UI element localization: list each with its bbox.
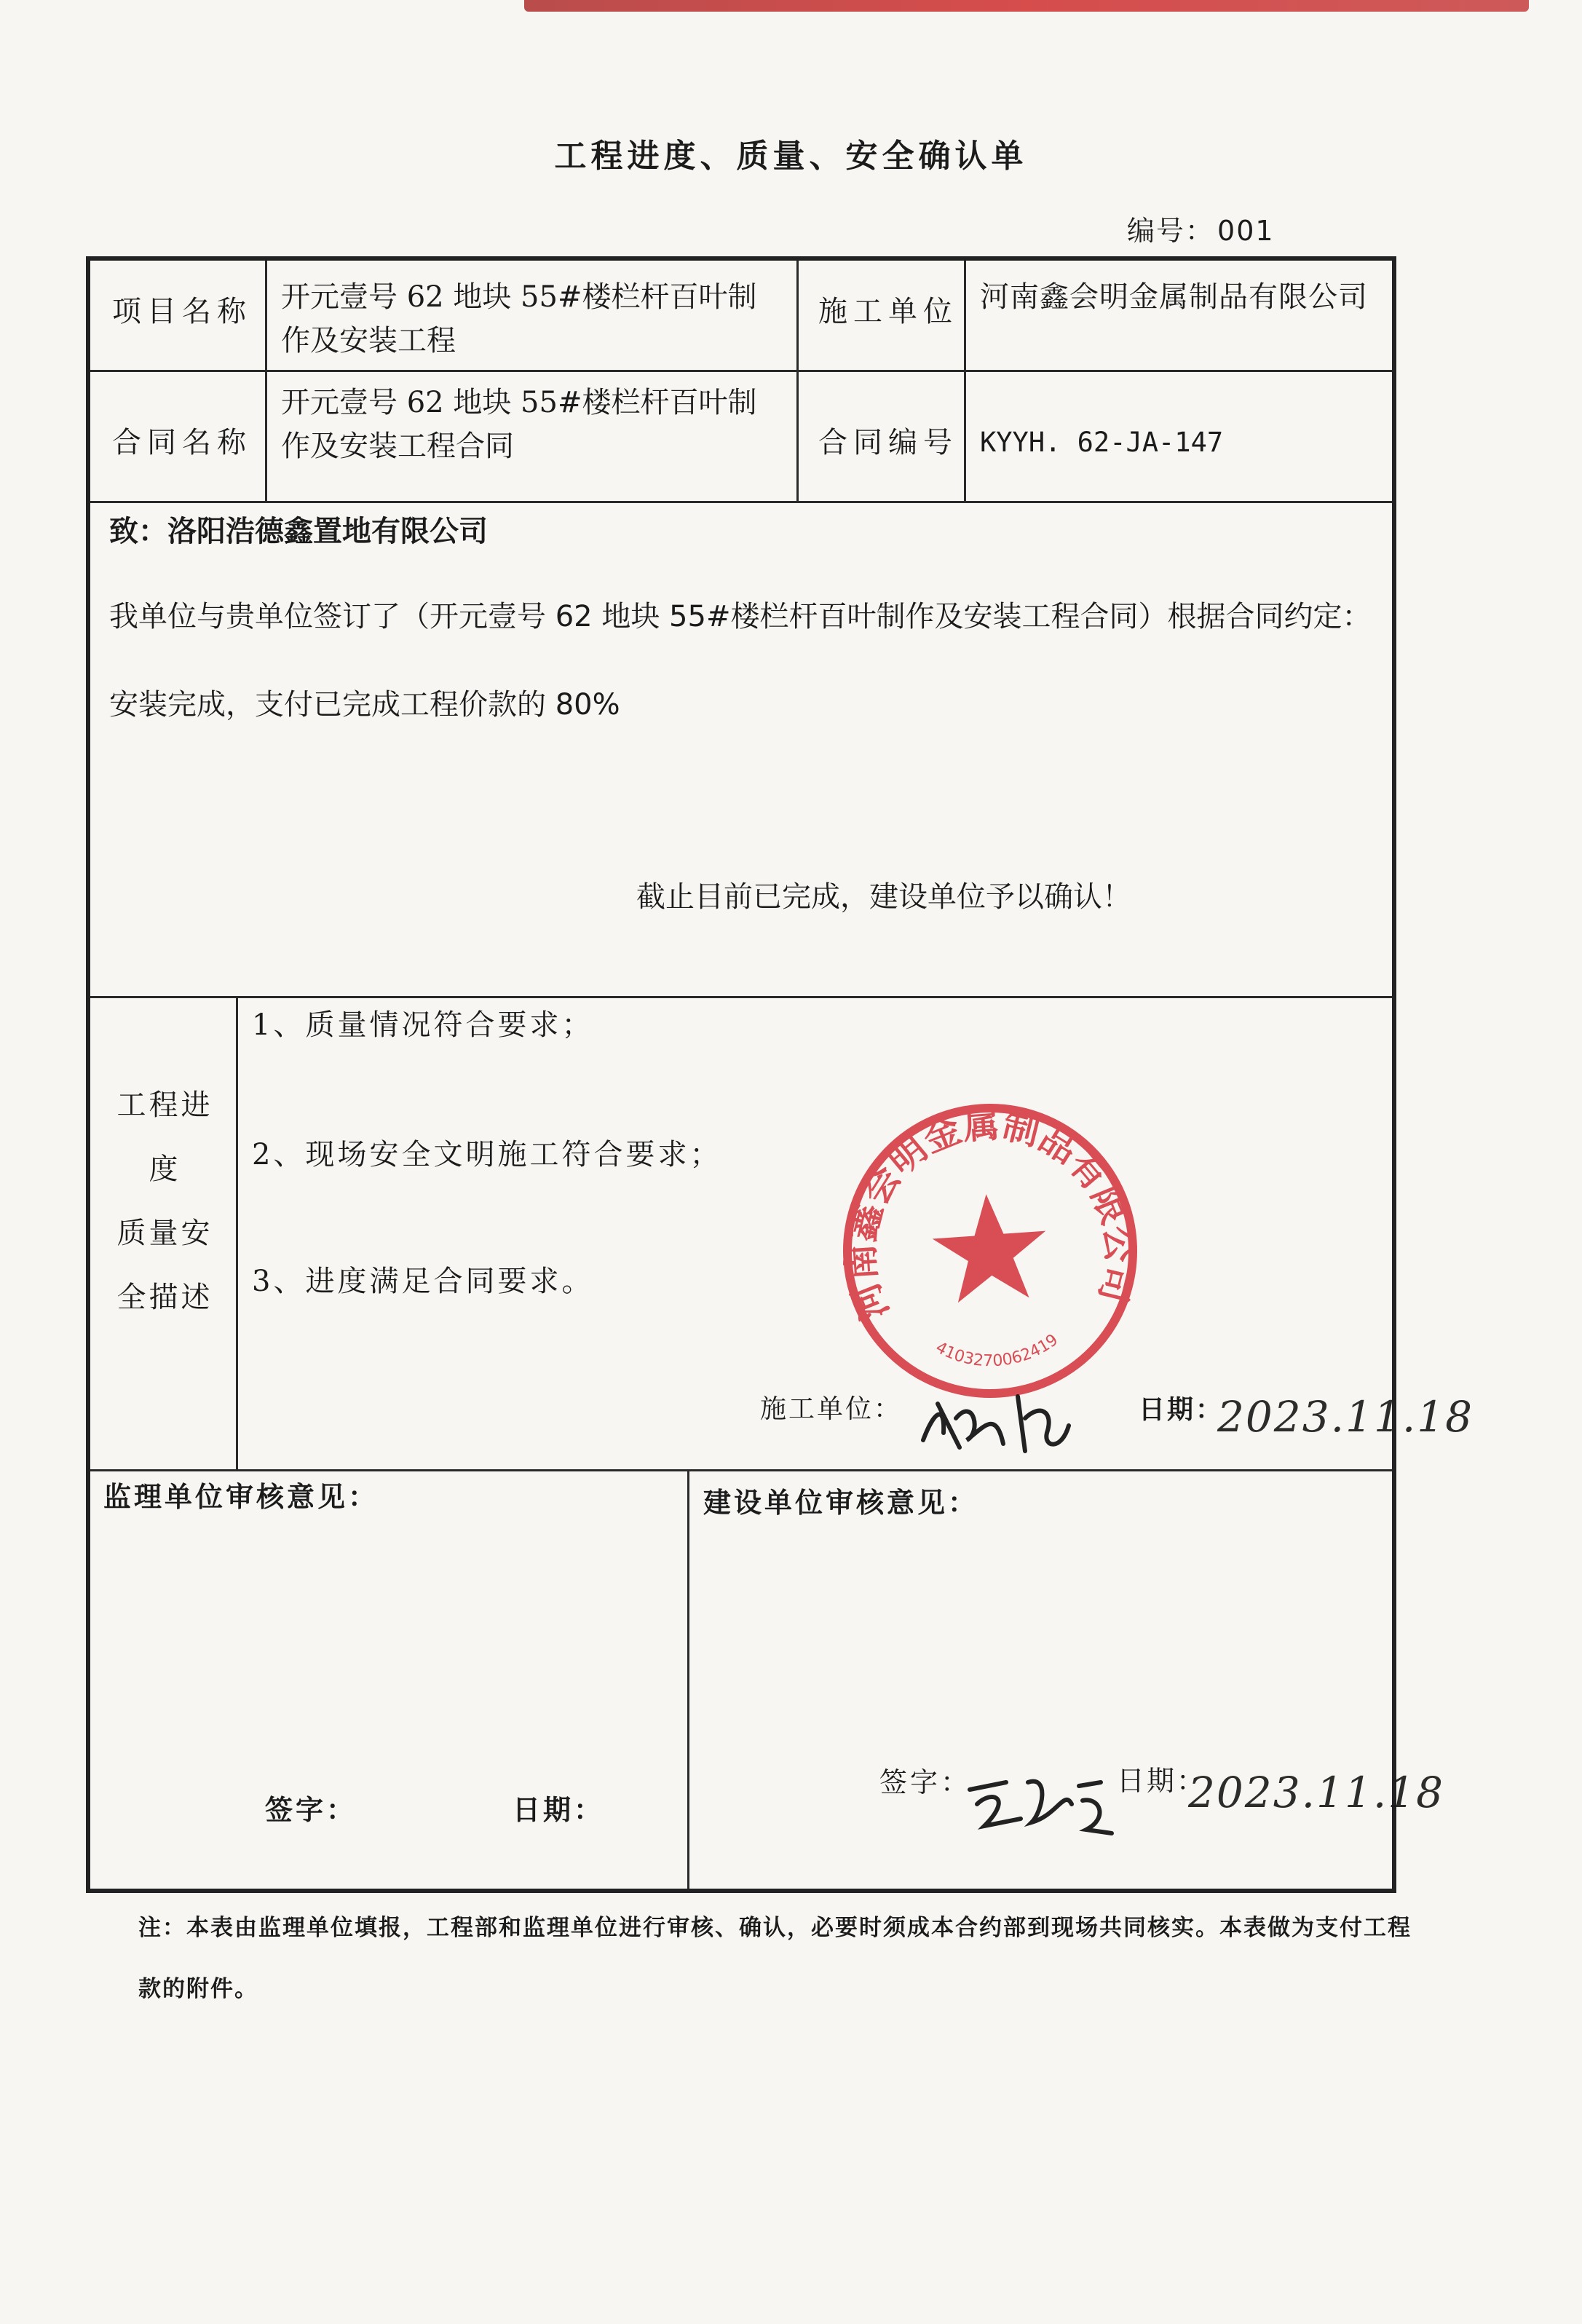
description-label-line: 度 (149, 1153, 181, 1186)
seal-star-icon (930, 1190, 1051, 1305)
row-divider (90, 996, 1392, 998)
contract-no-label: 合同编号 (818, 426, 958, 459)
col-divider (265, 261, 267, 501)
contractor-label: 施工单位 (818, 295, 958, 328)
owner-date-label: 日期： (1117, 1765, 1207, 1797)
confirmation-text: 截止目前已完成，建设单位予以确认！ (636, 880, 1131, 914)
serial-label: 编号： (1127, 215, 1215, 247)
contractor-date-handwritten: 2023.11.18 (1217, 1392, 1474, 1442)
description-label-line: 工程进 (116, 1088, 213, 1122)
project-name-value: 开元壹号 62 地块 55#楼栏杆百叶制作及安装工程 (281, 280, 757, 357)
col-divider (687, 1469, 689, 1889)
contractor-sign-label: 施工单位： (760, 1394, 903, 1424)
row-divider (90, 501, 1392, 503)
col-divider (796, 261, 799, 501)
payment-terms: 安装完成，支付已完成工程价款的 80% (109, 688, 620, 722)
description-item: 1、质量情况符合要求； (252, 1008, 594, 1042)
description-date-label: 日期： (1139, 1394, 1225, 1425)
serial-value: 001 (1217, 215, 1275, 247)
contractor-value: 河南鑫会明金属制品有限公司 (980, 280, 1368, 314)
seal-company-text: 河南鑫会明金属制品有限公司 (839, 1102, 1142, 1327)
contract-name-label: 合同名称 (112, 426, 252, 459)
description-label-line: 全描述 (116, 1281, 213, 1314)
owner-review-title: 建设单位审核意见： (703, 1486, 979, 1519)
document-title: 工程进度、质量、安全确认单 (554, 138, 1028, 175)
company-seal (827, 1088, 1153, 1414)
top-red-edge (524, 0, 1529, 12)
project-name-label: 项目名称 (112, 295, 252, 328)
contract-name-value: 开元壹号 62 地块 55#楼栏杆百叶制作及安装工程合同 (281, 386, 757, 463)
letter-recipient: 致：洛阳浩德鑫置地有限公司 (109, 515, 488, 548)
owner-signature (962, 1760, 1115, 1841)
description-label (98, 1073, 232, 1329)
supervisor-sign-label: 签字： (265, 1793, 357, 1826)
description-label-line: 质量安 (116, 1217, 213, 1250)
supervisor-date-label: 日期： (513, 1793, 605, 1826)
serial-number (1127, 208, 1275, 248)
owner-sign-label: 签字： (879, 1766, 972, 1798)
svg-text:4103270062419 (931, 1330, 1063, 1375)
row-divider (90, 1469, 1392, 1471)
contract-no-value: KYYH. 62-JA-147 (980, 427, 1224, 458)
supervisor-review-title: 监理单位审核意见： (103, 1480, 379, 1513)
footnote: 注：本表由监理单位填报，工程部和监理单位进行审核、确认，必要时须成本合约部到现场共同核实。本表做为支付工程款的附件。 (138, 1915, 1412, 2002)
seal-code-text: 4103270062419 (932, 1330, 1062, 1371)
col-divider (964, 261, 966, 501)
description-item: 3、进度满足合同要求。 (252, 1265, 594, 1298)
owner-date-handwritten: 2023.11.18 (1188, 1768, 1445, 1817)
form-table (86, 256, 1396, 1893)
contractor-signature (916, 1382, 1076, 1462)
description-item: 2、现场安全文明施工符合要求； (252, 1138, 722, 1171)
letter-paragraph: 我单位与贵单位签订了（开元壹号 62 地块 55#楼栏杆百叶制作及安装工程合同）根据合同约定： (109, 600, 1372, 633)
col-divider (236, 996, 238, 1469)
row-divider (90, 370, 1392, 372)
